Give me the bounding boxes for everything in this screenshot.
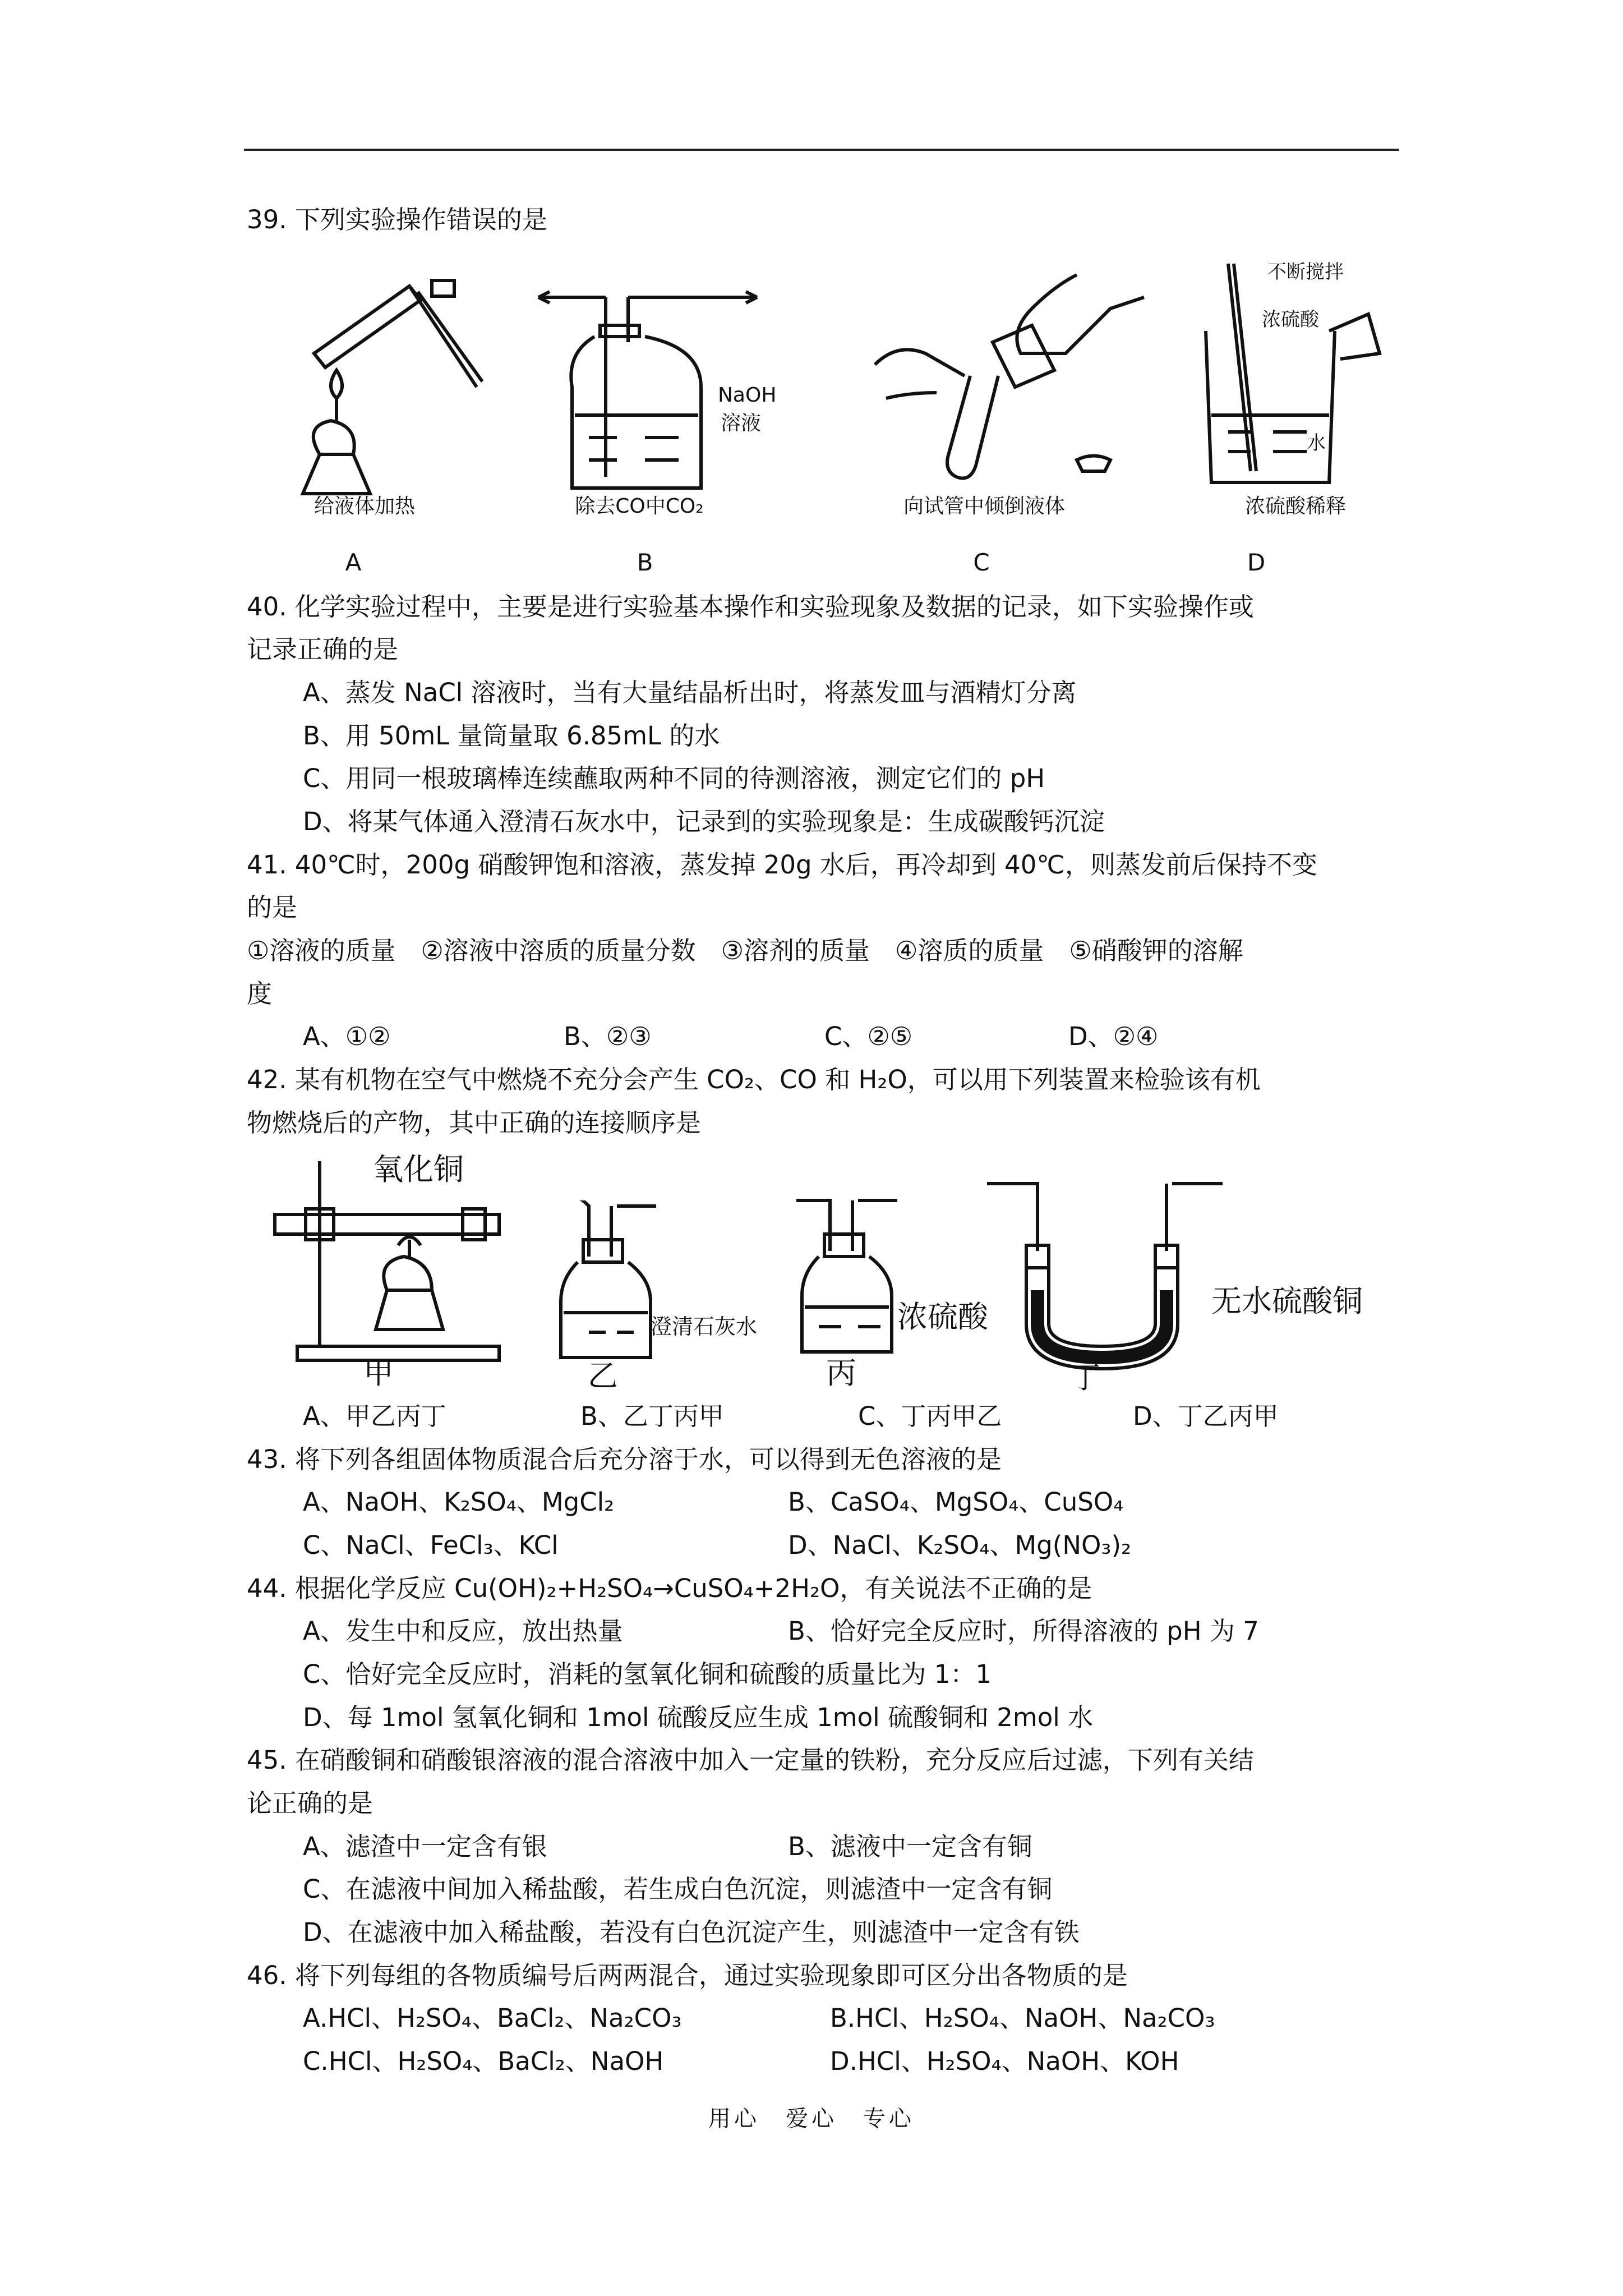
q46-option-d: D.HCl、H₂SO₄、NaOH、KOH [830,2046,1179,2076]
fig-b-letter: B [637,549,653,576]
q40-option-b: B、用 50mL 量筒量取 6.85mL 的水 [303,721,720,751]
q43-stem: 43. 将下列各组固体物质混合后充分溶于水，可以得到无色溶液的是 [247,1444,1002,1474]
fig-d-label-acid: 浓硫酸 [1262,309,1319,331]
q41-stem-line2: 的是 [247,892,298,922]
q40-option-a: A、蒸发 NaCl 溶液时，当有大量结晶析出时，将蒸发皿与酒精灯分离 [303,678,1077,707]
fig-a-caption: 给液体加热 [313,495,415,518]
fig-d-letter: D [1247,549,1266,576]
fig-c-caption: 向试管中倾倒液体 [903,495,1065,518]
q41-stem-line1: 41. 40℃时，200g 硝酸钾饱和溶液，蒸发掉 20g 水后，再冷却到 40℃，则蒸发前后保持不变 [247,850,1317,880]
q40-option-d: D、将某气体通入澄清石灰水中，记录到的实验现象是：生成碳酸钙沉淀 [303,807,1105,836]
fig-d-caption: 浓硫酸稀释 [1244,495,1346,518]
page-footer: 用心 爱心 专心 [708,2106,915,2132]
fig-yi-label: 澄清石灰水 [651,1314,758,1339]
fig-d-beaker-icon [1195,258,1408,494]
fig-b-caption: 除去CO中CO₂ [575,495,704,518]
q41-items-line2: 度 [247,979,273,1009]
fig-jia-label: 氧化铜 [373,1152,464,1187]
q46-option-b: B.HCl、H₂SO₄、NaOH、Na₂CO₃ [830,2003,1215,2033]
fig-bing-gas-bottle-icon [796,1195,897,1363]
q41-option-c: C、②⑤ [824,1022,913,1051]
q46-option-c: C.HCl、H₂SO₄、BaCl₂、NaOH [303,2046,664,2076]
q46-option-a: A.HCl、H₂SO₄、BaCl₂、Na₂CO₃ [303,2003,682,2033]
q44-option-c: C、恰好完全反应时，消耗的氢氧化铜和硫酸的质量比为 1：1 [303,1659,992,1689]
fig-a-letter: A [345,549,362,576]
q43-option-b: B、CaSO₄、MgSO₄、CuSO₄ [788,1487,1124,1517]
fig-d-label-water: 水 [1307,432,1326,454]
fig-bing-name: 丙 [826,1355,856,1391]
q45-stem-line2: 论正确的是 [247,1788,374,1818]
fig-jia-name: 甲 [363,1355,394,1391]
q45-option-c: C、在滤液中间加入稀盐酸，若生成白色沉淀，则滤渣中一定含有铜 [303,1874,1053,1904]
fig-ding-label: 无水硫酸铜 [1211,1283,1363,1319]
q41-items-line1: ①溶液的质量 ②溶液中溶质的质量分数 ③溶剂的质量 ④溶质的质量 ⑤硝酸钾的溶解 [247,936,1243,965]
header-rule [244,149,1399,151]
q45-option-a: A、滤渣中一定含有银 [303,1832,547,1861]
q42-option-a: A、甲乙丙丁 [303,1401,446,1431]
fig-bing-label: 浓硫酸 [897,1299,988,1335]
q42-stem-line1: 42. 某有机物在空气中燃烧不充分会产生 CO₂、CO 和 H₂O，可以用下列装置来检验该有机 [247,1065,1261,1094]
q45-option-b: B、滤液中一定含有铜 [788,1832,1032,1861]
q43-option-a: A、NaOH、K₂SO₄、MgCl₂ [303,1487,615,1517]
fig-ding-name: 丁 [1070,1360,1100,1395]
q42-option-d: D、丁乙丙甲 [1133,1401,1279,1431]
q40-stem-line2: 记录正确的是 [247,634,399,664]
q41-option-d: D、②④ [1068,1022,1159,1051]
q45-stem-line1: 45. 在硝酸铜和硝酸银溶液的混合溶液中加入一定量的铁粉，充分反应后过滤，下列有关结 [247,1745,1254,1775]
fig-d-label-stir: 不断搅拌 [1267,261,1344,283]
q40-stem-line1: 40. 化学实验过程中，主要是进行实验基本操作和实验现象及数据的记录，如下实验操作或 [247,592,1254,622]
q46-stem: 46. 将下列每组的各物质编号后两两混合，通过实验现象即可区分出各物质的是 [247,1961,1128,1990]
q45-option-d: D、在滤液中加入稀盐酸，若没有白色沉淀产生，则滤渣中一定含有铁 [303,1917,1080,1947]
q42-stem-line2: 物燃烧后的产物，其中正确的连接顺序是 [247,1108,702,1138]
q44-option-b: B、恰好完全反应时，所得溶液的 pH 为 7 [788,1616,1259,1646]
fig-c-letter: C [973,549,990,576]
fig-yi-name: 乙 [588,1358,618,1393]
q42-option-b: B、乙丁丙甲 [580,1401,724,1431]
fig-b-label2: 溶液 [721,412,762,435]
fig-ding-u-tube-icon [987,1178,1223,1380]
fig-b-label: NaOH [718,384,777,407]
q41-option-b: B、②③ [564,1022,652,1051]
q44-option-a: A、发生中和反应，放出热量 [303,1616,623,1646]
q43-option-d: D、NaCl、K₂SO₄、Mg(NO₃)₂ [788,1530,1132,1560]
q41-option-a: A、①② [303,1022,391,1051]
fig-jia-apparatus-icon [264,1161,527,1369]
q40-option-c: C、用同一根玻璃棒连续蘸取两种不同的待测溶液，测定它们的 pH [303,763,1045,793]
q44-stem: 44. 根据化学反应 Cu(OH)₂+H₂SO₄→CuSO₄+2H₂O，有关说法不正确的是 [247,1573,1092,1603]
fig-yi-gas-bottle-icon [555,1200,656,1369]
q43-option-c: C、NaCl、FeCl₃、KCl [303,1530,559,1560]
q44-option-d: D、每 1mol 氢氧化铜和 1mol 硫酸反应生成 1mol 硫酸铜和 2mol 水 [303,1703,1094,1732]
q39-stem: 39. 下列实验操作错误的是 [247,205,547,234]
fig-a-alcohol-lamp-icon [269,269,494,522]
q42-option-c: C、丁丙甲乙 [858,1401,1002,1431]
fig-c-pouring-icon [864,264,1155,499]
